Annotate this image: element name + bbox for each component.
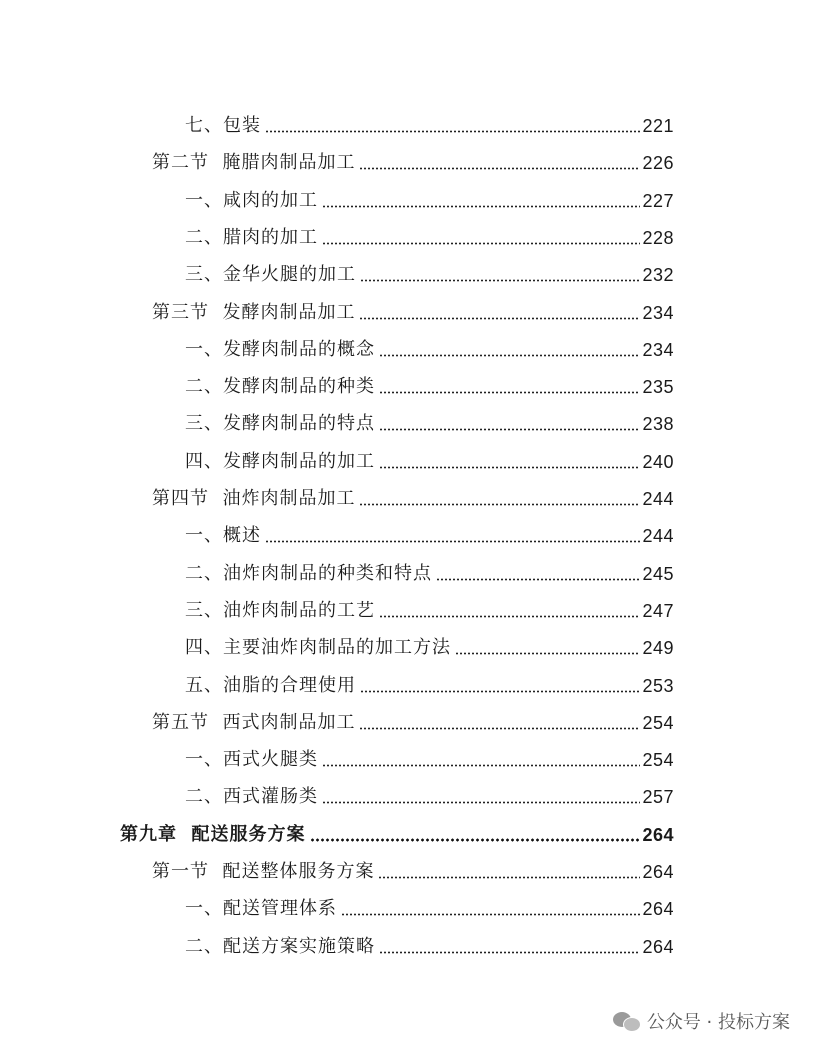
toc-entry-label: 一、西式火腿类 xyxy=(185,749,318,771)
toc-entry[interactable] xyxy=(120,809,674,846)
toc-entry-page: 244 xyxy=(642,489,674,509)
toc-entry-label: 一、概述 xyxy=(185,525,261,547)
watermark xyxy=(613,1008,790,1034)
toc-entry[interactable] xyxy=(185,175,674,212)
toc-entry-page: 245 xyxy=(642,563,674,584)
watermark-text: 公众号 · 投标方案 xyxy=(646,1012,790,1033)
dot-leader xyxy=(359,727,640,730)
toc-entry-page: 232 xyxy=(642,265,674,286)
toc-entry[interactable] xyxy=(185,771,674,808)
toc-entry-label: 二、发酵肉制品的种类 xyxy=(185,376,375,398)
toc-entry-label: 二、油炸肉制品的种类和特点 xyxy=(185,562,432,584)
toc-entry[interactable] xyxy=(185,212,674,249)
toc-entry-label: 一、发酵肉制品的概念 xyxy=(185,338,375,360)
toc-entry[interactable] xyxy=(185,436,674,473)
toc-entry[interactable] xyxy=(185,548,674,585)
wechat-icon xyxy=(613,1010,641,1032)
toc-entry[interactable] xyxy=(185,585,674,622)
toc-entry-page: 221 xyxy=(642,116,674,136)
toc-entry[interactable] xyxy=(152,846,674,883)
toc-entry[interactable] xyxy=(185,883,674,920)
toc-entry[interactable] xyxy=(152,697,674,734)
toc-entry[interactable] xyxy=(185,921,674,958)
toc-entry-label: 七、包装 xyxy=(185,115,261,136)
toc-entry-label: 第一节 配送整体服务方案 xyxy=(152,861,375,882)
toc-entry-page: 247 xyxy=(642,600,674,621)
toc-entry-label: 一、咸肉的加工 xyxy=(185,189,318,211)
dot-leader xyxy=(379,615,640,618)
toc-entry-label: 第九章 配送服务方案 xyxy=(120,823,306,845)
toc-entry-page: 253 xyxy=(642,675,674,696)
dot-leader xyxy=(360,690,640,693)
toc-entry-page: 234 xyxy=(642,302,674,323)
toc-entry[interactable] xyxy=(152,137,674,174)
dot-leader xyxy=(379,428,640,431)
toc-entry-label: 二、腊肉的加工 xyxy=(185,226,318,248)
toc-entry-page: 264 xyxy=(642,936,674,957)
toc-entry-label: 四、主要油炸肉制品的加工方法 xyxy=(185,637,451,659)
toc-entry-page: 227 xyxy=(642,190,674,211)
toc-entry-label: 三、金华火腿的加工 xyxy=(185,264,356,286)
dot-leader xyxy=(379,391,640,394)
dot-leader xyxy=(359,167,640,170)
dot-leader xyxy=(359,503,640,506)
dot-leader xyxy=(436,578,640,581)
toc-entry[interactable] xyxy=(185,100,674,137)
toc-entry[interactable] xyxy=(185,622,674,659)
dot-leader xyxy=(360,279,640,282)
toc-entry-label: 三、油炸肉制品的工艺 xyxy=(185,599,375,621)
dot-leader xyxy=(322,764,640,767)
toc-entry-page: 238 xyxy=(642,414,674,435)
toc-entry-page: 228 xyxy=(642,227,674,248)
dot-leader xyxy=(455,652,640,655)
toc-entry[interactable] xyxy=(185,324,674,361)
toc-entry-label: 二、配送方案实施策略 xyxy=(185,935,375,957)
toc-entry-label: 四、发酵肉制品的加工 xyxy=(185,450,375,472)
dot-leader xyxy=(265,540,640,543)
dot-leader xyxy=(379,354,640,357)
toc-entry-label: 三、发酵肉制品的特点 xyxy=(185,413,375,435)
toc-entry-page: 244 xyxy=(642,526,674,547)
toc-entry[interactable] xyxy=(185,398,674,435)
toc-entry-page: 264 xyxy=(642,862,674,882)
toc-entry[interactable] xyxy=(152,287,674,324)
toc-entry[interactable] xyxy=(185,249,674,286)
dot-leader xyxy=(322,205,640,208)
dot-leader xyxy=(322,801,640,804)
toc-entry[interactable] xyxy=(185,660,674,697)
toc-entry-label: 一、配送管理体系 xyxy=(185,898,337,920)
toc-entry-label: 第二节 腌腊肉制品加工 xyxy=(152,152,356,174)
dot-leader xyxy=(379,951,640,954)
toc-entry-page: 249 xyxy=(642,638,674,659)
dot-leader xyxy=(379,466,640,469)
toc-entry-label: 第五节 西式肉制品加工 xyxy=(152,711,356,733)
dot-leader xyxy=(322,242,640,245)
toc-entry-label: 二、西式灌肠类 xyxy=(185,786,318,808)
toc-entry[interactable] xyxy=(185,361,674,398)
dot-leader xyxy=(378,876,640,879)
toc-entry-page: 240 xyxy=(642,451,674,472)
toc-entry[interactable] xyxy=(152,473,674,510)
dot-leader xyxy=(265,130,640,133)
dot-leader xyxy=(359,317,640,320)
dot-leader xyxy=(341,913,640,916)
toc-entry-page: 264 xyxy=(642,824,674,845)
toc-entry-label: 第三节 发酵肉制品加工 xyxy=(152,301,356,323)
toc-entry-label: 第四节 油炸肉制品加工 xyxy=(152,488,356,509)
toc-entry-page: 254 xyxy=(642,712,674,733)
toc-entry-page: 254 xyxy=(642,750,674,771)
toc-entry[interactable] xyxy=(185,734,674,771)
toc-entry-page: 234 xyxy=(642,339,674,360)
toc-entry-label: 五、油脂的合理使用 xyxy=(185,674,356,696)
toc-entry-page: 257 xyxy=(642,787,674,808)
dot-leader xyxy=(310,838,641,842)
toc-entry-page: 264 xyxy=(642,899,674,920)
toc-entry-page: 226 xyxy=(642,153,674,174)
toc-entry[interactable] xyxy=(185,510,674,547)
toc-entry-page: 235 xyxy=(642,377,674,398)
